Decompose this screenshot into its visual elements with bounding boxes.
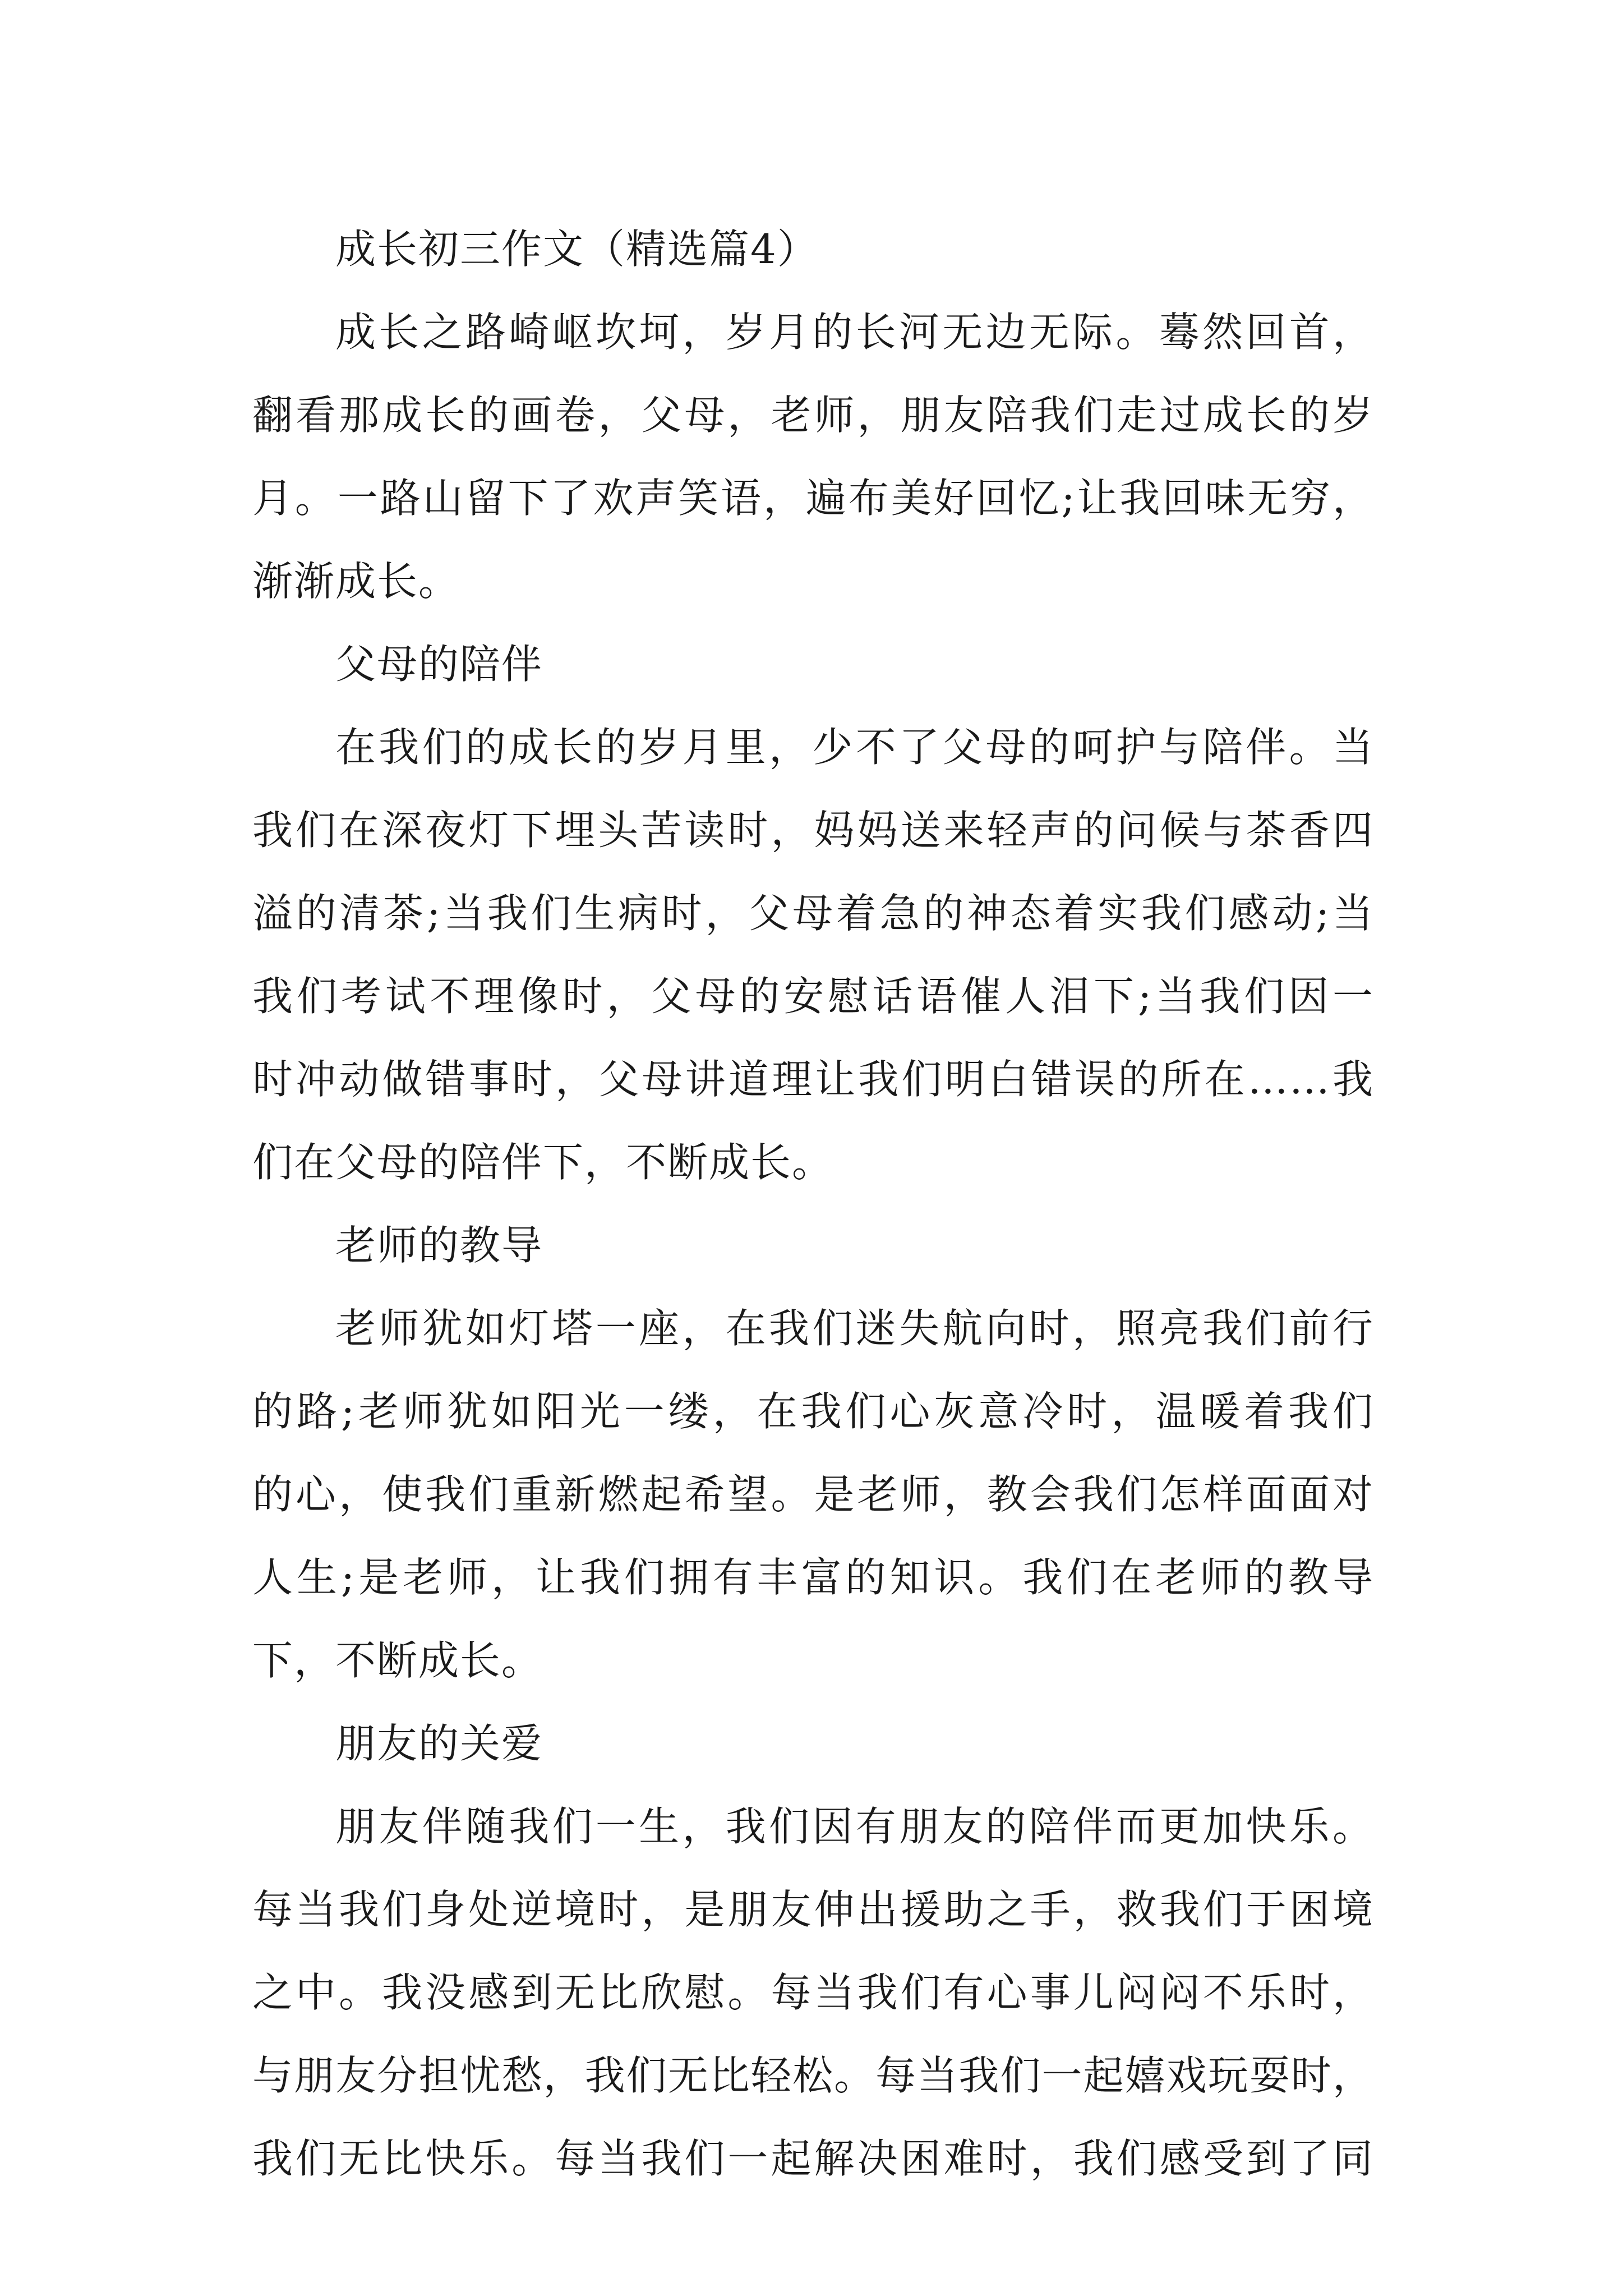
- paragraph-line: 我们考试不理像时，父母的安慰话语催人泪下;当我们因一: [252, 973, 1374, 1020]
- paragraph-line: 老师犹如灯塔一座，在我们迷失航向时，照亮我们前行: [335, 1305, 1374, 1352]
- document-title: 成长初三作文（精选篇4）: [335, 226, 819, 273]
- paragraph-line: 我们在深夜灯下埋头苦读时，妈妈送来轻声的问候与茶香四: [252, 807, 1374, 854]
- paragraph-line: 朋友伴随我们一生，我们因有朋友的陪伴而更加快乐。: [335, 1803, 1374, 1850]
- intro-line: 成长之路崎岖坎坷，岁月的长河无边无际。蓦然回首，: [335, 309, 1374, 356]
- paragraph-line: 们在父母的陪伴下，不断成长。: [252, 1139, 834, 1186]
- paragraph-line: 下，不断成长。: [252, 1637, 543, 1684]
- intro-line: 渐渐成长。: [252, 558, 460, 605]
- paragraph-line: 与朋友分担忧愁，我们无比轻松。每当我们一起嬉戏玩耍时，: [252, 2052, 1374, 2099]
- section-heading-friends: 朋友的关爱: [335, 1720, 543, 1767]
- paragraph-line: 的心，使我们重新燃起希望。是老师，教会我们怎样面面对: [252, 1471, 1374, 1518]
- intro-line: 月。一路山留下了欢声笑语，遍布美好回忆;让我回味无穷，: [252, 475, 1374, 522]
- paragraph-line: 溢的清茶;当我们生病时，父母着急的神态着实我们感动;当: [252, 890, 1374, 937]
- intro-line: 翻看那成长的画卷，父母，老师，朋友陪我们走过成长的岁: [252, 392, 1374, 439]
- paragraph-line: 在我们的成长的岁月里，少不了父母的呵护与陪伴。当: [335, 724, 1374, 771]
- paragraph-line: 我们无比快乐。每当我们一起解决困难时，我们感受到了同: [252, 2135, 1374, 2182]
- paragraph-line: 之中。我没感到无比欣慰。每当我们有心事儿闷闷不乐时，: [252, 1969, 1374, 2016]
- document-page: [252, 208, 1374, 2200]
- paragraph-line: 的路;老师犹如阳光一缕，在我们心灰意冷时，温暖着我们: [252, 1388, 1374, 1435]
- paragraph-line: 时冲动做错事时，父母讲道理让我们明白错误的所在……我: [252, 1056, 1374, 1103]
- paragraph-line: 人生;是老师，让我们拥有丰富的知识。我们在老师的教导: [252, 1554, 1374, 1601]
- paragraph-line: 每当我们身处逆境时，是朋友伸出援助之手，救我们于困境: [252, 1886, 1374, 1933]
- section-heading-parents: 父母的陪伴: [335, 641, 543, 688]
- section-heading-teachers: 老师的教导: [335, 1222, 543, 1269]
